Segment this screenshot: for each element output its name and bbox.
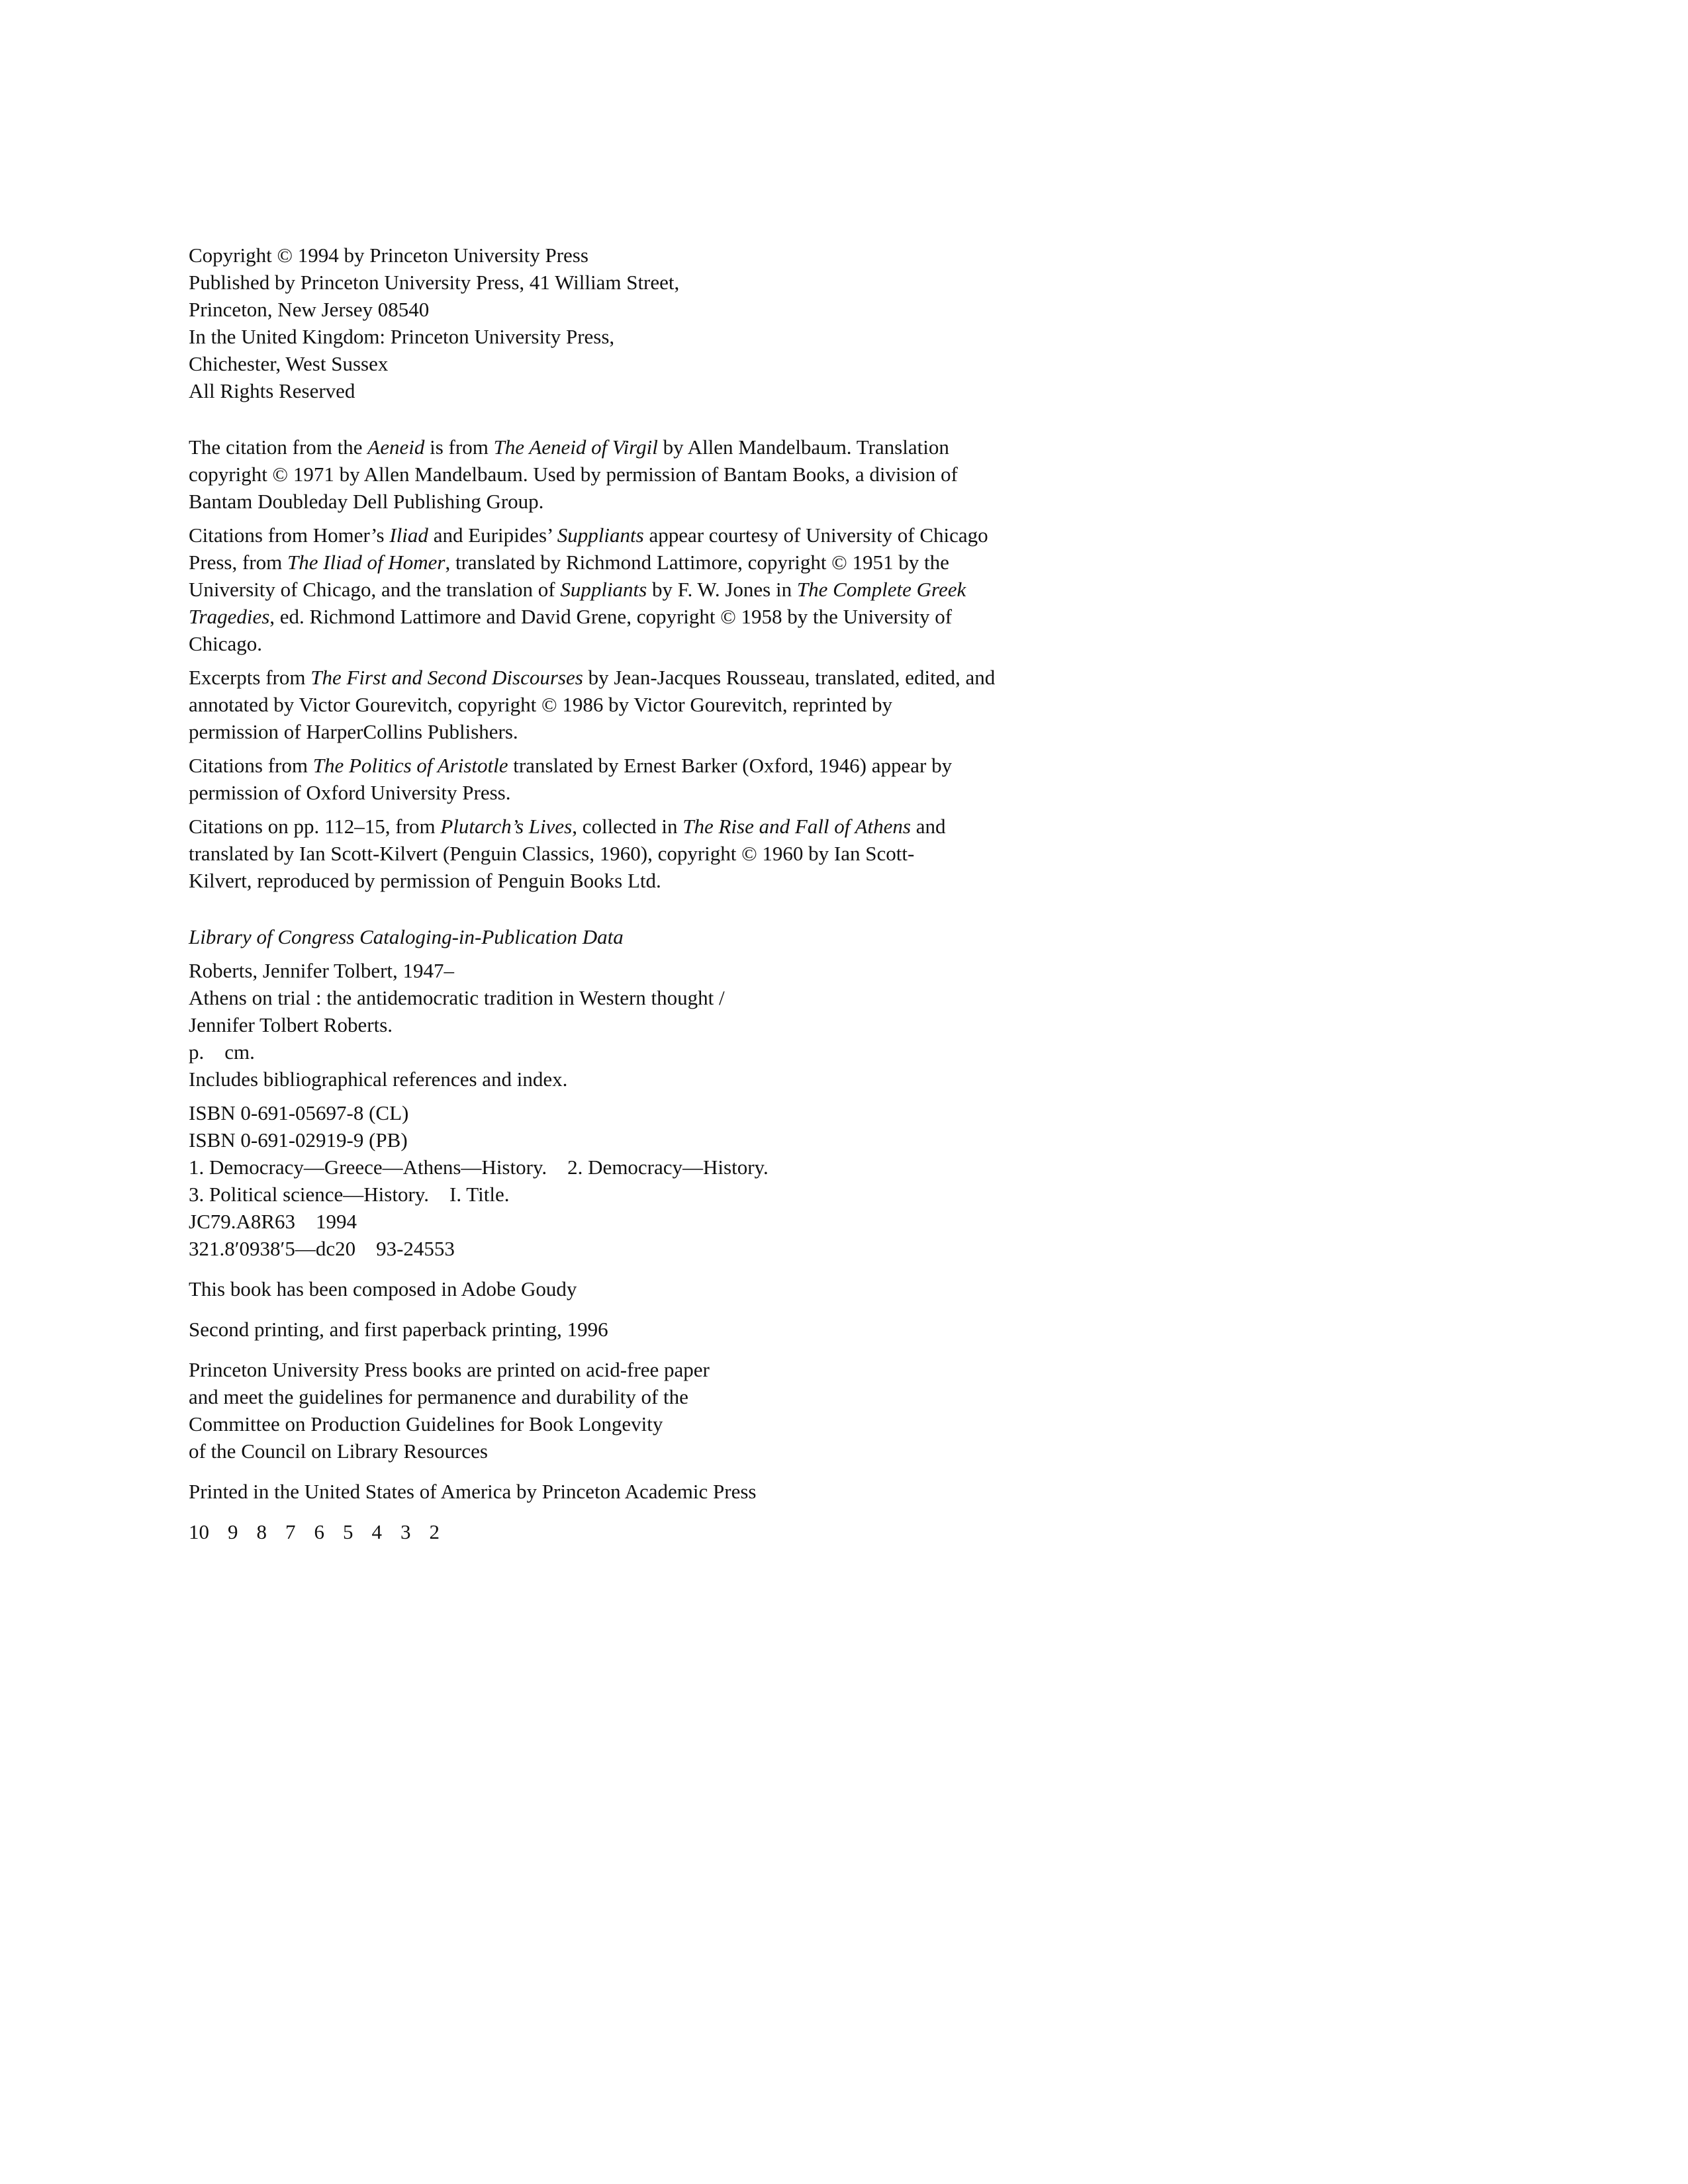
- printed-in-note: [189, 1478, 1069, 1505]
- uk-location-line: Chichester, West Sussex: [189, 352, 389, 375]
- composed-note: [189, 1275, 1069, 1302]
- printing-number: 10: [189, 1520, 209, 1543]
- printing-number: 5: [343, 1520, 353, 1543]
- cip-heading: [189, 923, 1069, 950]
- dewey-number: 321.8′0938′5—dc20 93-24553: [189, 1237, 455, 1260]
- paper-note: [189, 1356, 1069, 1465]
- printing-number: 7: [285, 1520, 296, 1543]
- rousseau-citation: [189, 664, 1069, 745]
- aristotle-line-1: Citations from The Politics of Aristotle translated by Ernest Barker (Oxford, 1946) appear by: [189, 754, 953, 777]
- printing-number: 6: [314, 1520, 324, 1543]
- publisher-line: Published by Princeton University Press, 41 William Street,: [189, 271, 680, 294]
- printing-number: 4: [371, 1520, 382, 1543]
- copyright-block: [189, 242, 1069, 404]
- printing-number: 9: [228, 1520, 238, 1543]
- cip-heading-text: Library of Congress Cataloging-in-Publication Data: [189, 925, 624, 948]
- cip-author: Roberts, Jennifer Tolbert, 1947–: [189, 959, 455, 982]
- rousseau-line-2: annotated by Victor Gourevitch, copyright © 1986 by Victor Gourevitch, reprinted by: [189, 693, 892, 716]
- aristotle-line-2: permission of Oxford University Press.: [189, 781, 511, 804]
- plutarch-line-2: translated by Ian Scott-Kilvert (Penguin Classics, 1960), copyright © 1960 by Ian Scott-: [189, 842, 915, 865]
- cip-isbn-block: [189, 1099, 1069, 1262]
- plutarch-line-1: Citations on pp. 112–15, from Plutarch’s Lives, collected in The Rise and Fall of Athens and: [189, 815, 946, 838]
- paper-line-4: of the Council on Library Resources: [189, 1439, 488, 1463]
- uk-publisher-line: In the United Kingdom: Princeton University Press,: [189, 325, 615, 348]
- composed-text: This book has been composed in Adobe Goudy: [189, 1277, 577, 1300]
- aristotle-citation: [189, 752, 1069, 806]
- paper-line-2: and meet the guidelines for permanence and durability of the: [189, 1385, 688, 1408]
- cip-record: [189, 957, 1069, 1093]
- cip-statement: Jennifer Tolbert Roberts.: [189, 1013, 393, 1036]
- printing-number: 8: [256, 1520, 267, 1543]
- subject-headings-1: 1. Democracy—Greece—Athens—History. 2. Democracy—History.: [189, 1156, 769, 1179]
- copyright-line: Copyright © 1994 by Princeton University Press: [189, 244, 588, 267]
- printing-note: [189, 1316, 1069, 1343]
- homer-citation: [189, 522, 1069, 657]
- aeneid-line-1: The citation from the Aeneid is from The Aeneid of Virgil by Allen Mandelbaum. Translation: [189, 435, 949, 459]
- cip-title: Athens on trial : the antidemocratic tradition in Western thought /: [189, 986, 725, 1009]
- printed-in-text: Printed in the United States of America by Princeton Academic Press: [189, 1480, 757, 1503]
- printing-text: Second printing, and first paperback printing, 1996: [189, 1318, 608, 1341]
- homer-line-1: Citations from Homer’s Iliad and Euripides’ Suppliants appear courtesy of University of Chicago: [189, 523, 988, 547]
- printing-number: 2: [429, 1520, 440, 1543]
- rousseau-line-1: Excerpts from The First and Second Discourses by Jean-Jacques Rousseau, translated, edited, and: [189, 666, 996, 689]
- homer-line-2: Press, from The Iliad of Homer, translated by Richmond Lattimore, copyright © 1951 by the: [189, 551, 949, 574]
- plutarch-citation: [189, 813, 1069, 894]
- cip-notes: Includes bibliographical references and index.: [189, 1068, 568, 1091]
- subject-headings-2: 3. Political science—History. I. Title.: [189, 1183, 510, 1206]
- cip-pagination: p. cm.: [189, 1040, 255, 1064]
- paper-line-1: Princeton University Press books are printed on acid-free paper: [189, 1358, 710, 1381]
- publisher-address-line: Princeton, New Jersey 08540: [189, 298, 430, 321]
- plutarch-line-3: Kilvert, reproduced by permission of Penguin Books Ltd.: [189, 869, 661, 892]
- printing-number: 3: [400, 1520, 411, 1543]
- rousseau-line-3: permission of HarperCollins Publishers.: [189, 720, 518, 743]
- page-content: [189, 242, 1069, 1545]
- homer-line-4: Tragedies, ed. Richmond Lattimore and David Grene, copyright © 1958 by the University of: [189, 605, 953, 628]
- lc-call-number: JC79.A8R63 1994: [189, 1210, 357, 1233]
- aeneid-line-3: Bantam Doubleday Dell Publishing Group.: [189, 490, 544, 513]
- paper-line-3: Committee on Production Guidelines for Book Longevity: [189, 1412, 663, 1435]
- isbn-paper: ISBN 0-691-02919-9 (PB): [189, 1128, 408, 1152]
- aeneid-line-2: copyright © 1971 by Allen Mandelbaum. Used by permission of Bantam Books, a division of: [189, 463, 958, 486]
- rights-line: All Rights Reserved: [189, 379, 355, 402]
- isbn-cloth: ISBN 0-691-05697-8 (CL): [189, 1101, 409, 1124]
- homer-line-5: Chicago.: [189, 632, 263, 655]
- homer-line-3: University of Chicago, and the translation of Suppliants by F. W. Jones in The Complete Greek: [189, 578, 966, 601]
- printing-number-line: [189, 1518, 1069, 1545]
- aeneid-citation: [189, 433, 1069, 515]
